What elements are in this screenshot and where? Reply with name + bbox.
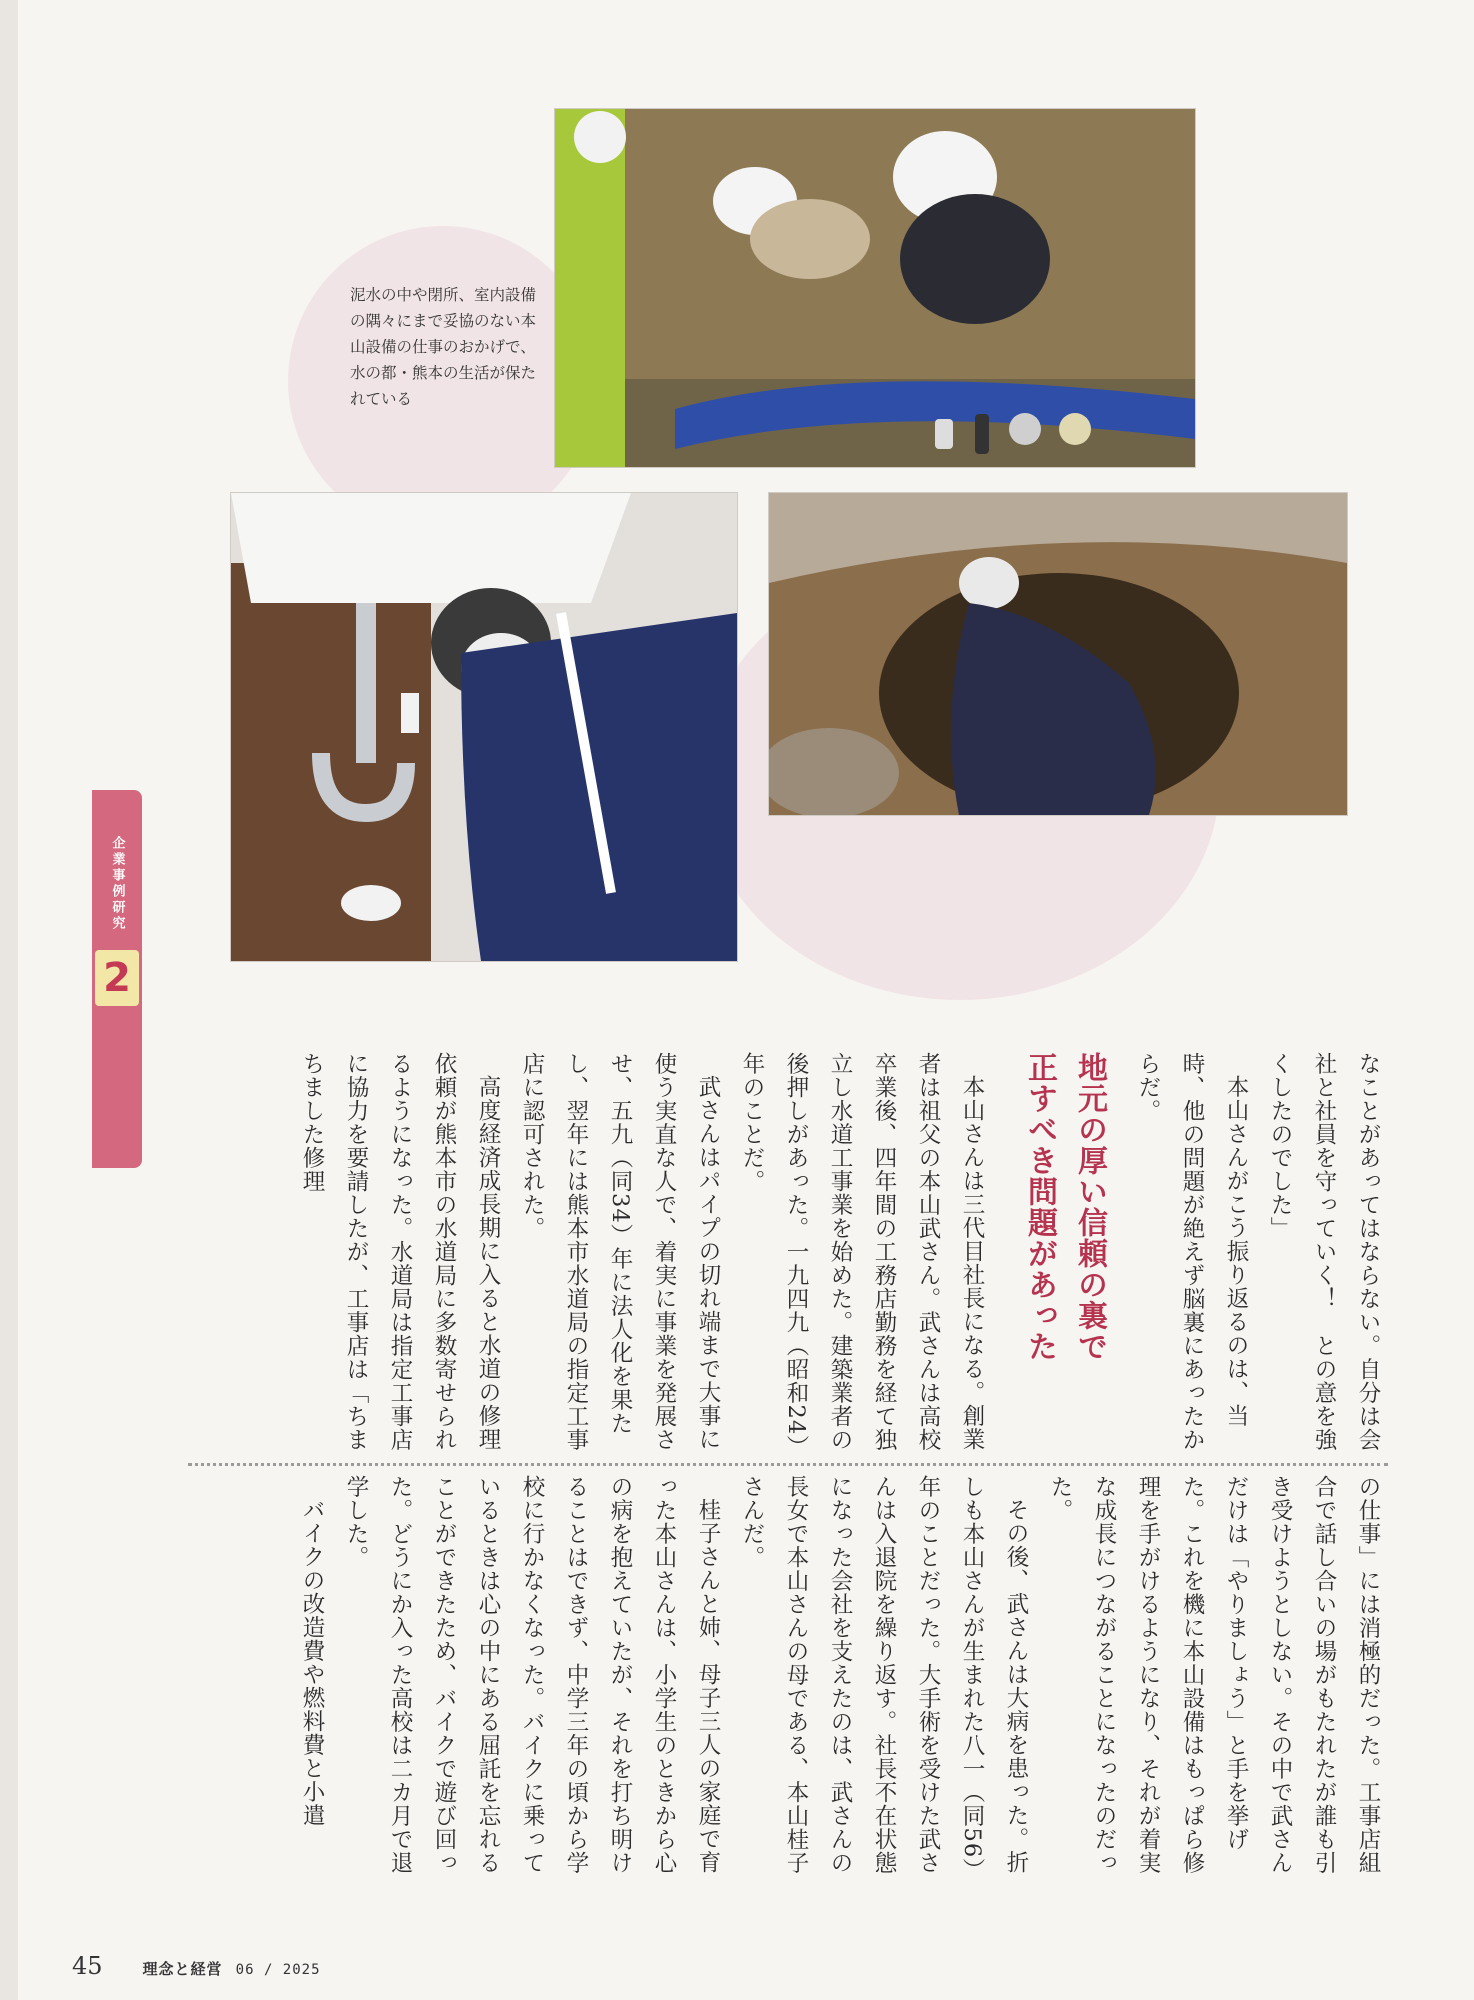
article-paragraph: 高度経済成長期に入ると水道の修理依頼が熊本市の水道局に多数寄せられるようになった。水道局は指定工事店に協力を要請したが、工事店は「ちまちました修理 (299, 1052, 501, 1452)
photo-worker-in-tunnel (768, 492, 1348, 816)
page-edge-shadow (0, 0, 18, 2000)
article-paragraph: 桂子さんと姉、母子三人の家庭で育った本山さんは、小学生のときから心の病を抱えていたが、それを打ち明けることはできず、中学三年の頃から学校に行かなくなった。バイクに乗っているときは心の中にある屈託を忘れることができたため、バイクで遊び回った。どうにか入った高校は二カ月で退学した。 (343, 1475, 721, 1875)
article-paragraph: 本山さんがこう振り返るのは、当時、他の問題が絶えず脳裏にあったからだ。 (1135, 1052, 1249, 1452)
article-paragraph: バイクの改造費や燃料費と小遣 (299, 1497, 325, 1827)
article-paragraph: 本山さんは三代目社長になる。創業者は祖父の本山武さん。武さんは高校卒業後、四年間の工務店勤務を経て独立し水道工事業を始めた。建築業者の後押しがあった。一九四九（昭和24）年のことだ。 (739, 1052, 985, 1452)
section-heading-line: 地元の厚い信頼の裏で (1072, 1052, 1107, 1362)
issue-date: 06 / 2025 (235, 1962, 321, 1978)
magazine-title: 理念と経営 (142, 1960, 223, 1978)
section-heading (1014, 1052, 1114, 1452)
article-paragraph: の仕事」には消極的だった。工事店組合で話し合いの場がもたれたが誰も引き受けようとしない。その中で武さんだけは「やりましょう」と手を挙げた。これを機に本山設備はもっぱら修理を手がけるようになり、それが着実な成長につながることになったのだった。 (1047, 1475, 1381, 1875)
section-heading-line: 正すべき問題があった (1022, 1052, 1057, 1362)
article-lower-block (130, 1475, 1390, 1895)
article-paragraph: なことがあってはならない。自分は会社と社員を守っていく！ との意を強くしたのでした」 (1267, 1052, 1381, 1452)
page-number: 45 (72, 1952, 103, 1980)
footer-publication (143, 1958, 321, 1979)
photo-workers-in-mud (554, 108, 1196, 468)
article-paragraph: 武さんはパイプの切れ端まで大事に使う実直な人で、着実に事業を発展させ、五九（同34）年に法人化を果たし、翌年には熊本市水道局の指定工事店に認可された。 (519, 1052, 721, 1452)
column-divider (188, 1463, 1388, 1466)
section-tab-label: 企業事例研究 (109, 836, 125, 932)
section-tab-number: 2 (95, 950, 139, 1006)
article-upper-block (130, 1052, 1390, 1452)
photo-plumber-under-sink (230, 492, 738, 962)
article-paragraph: その後、武さんは大病を患った。折しも本山さんが生まれた八一（同56）年のことだった。大手術を受けた武さんは入退院を繰り返す。社長不在状態になった会社を支えたのは、武さんの長女で本山さんの母である、本山桂子さんだ。 (739, 1475, 1029, 1882)
photo-caption: 泥水の中や閉所、室内設備の隅々にまで妥協のない本山設備の仕事のおかげで、水の都・熊本の生活が保たれている (350, 286, 537, 408)
page-footer (72, 1952, 321, 1980)
